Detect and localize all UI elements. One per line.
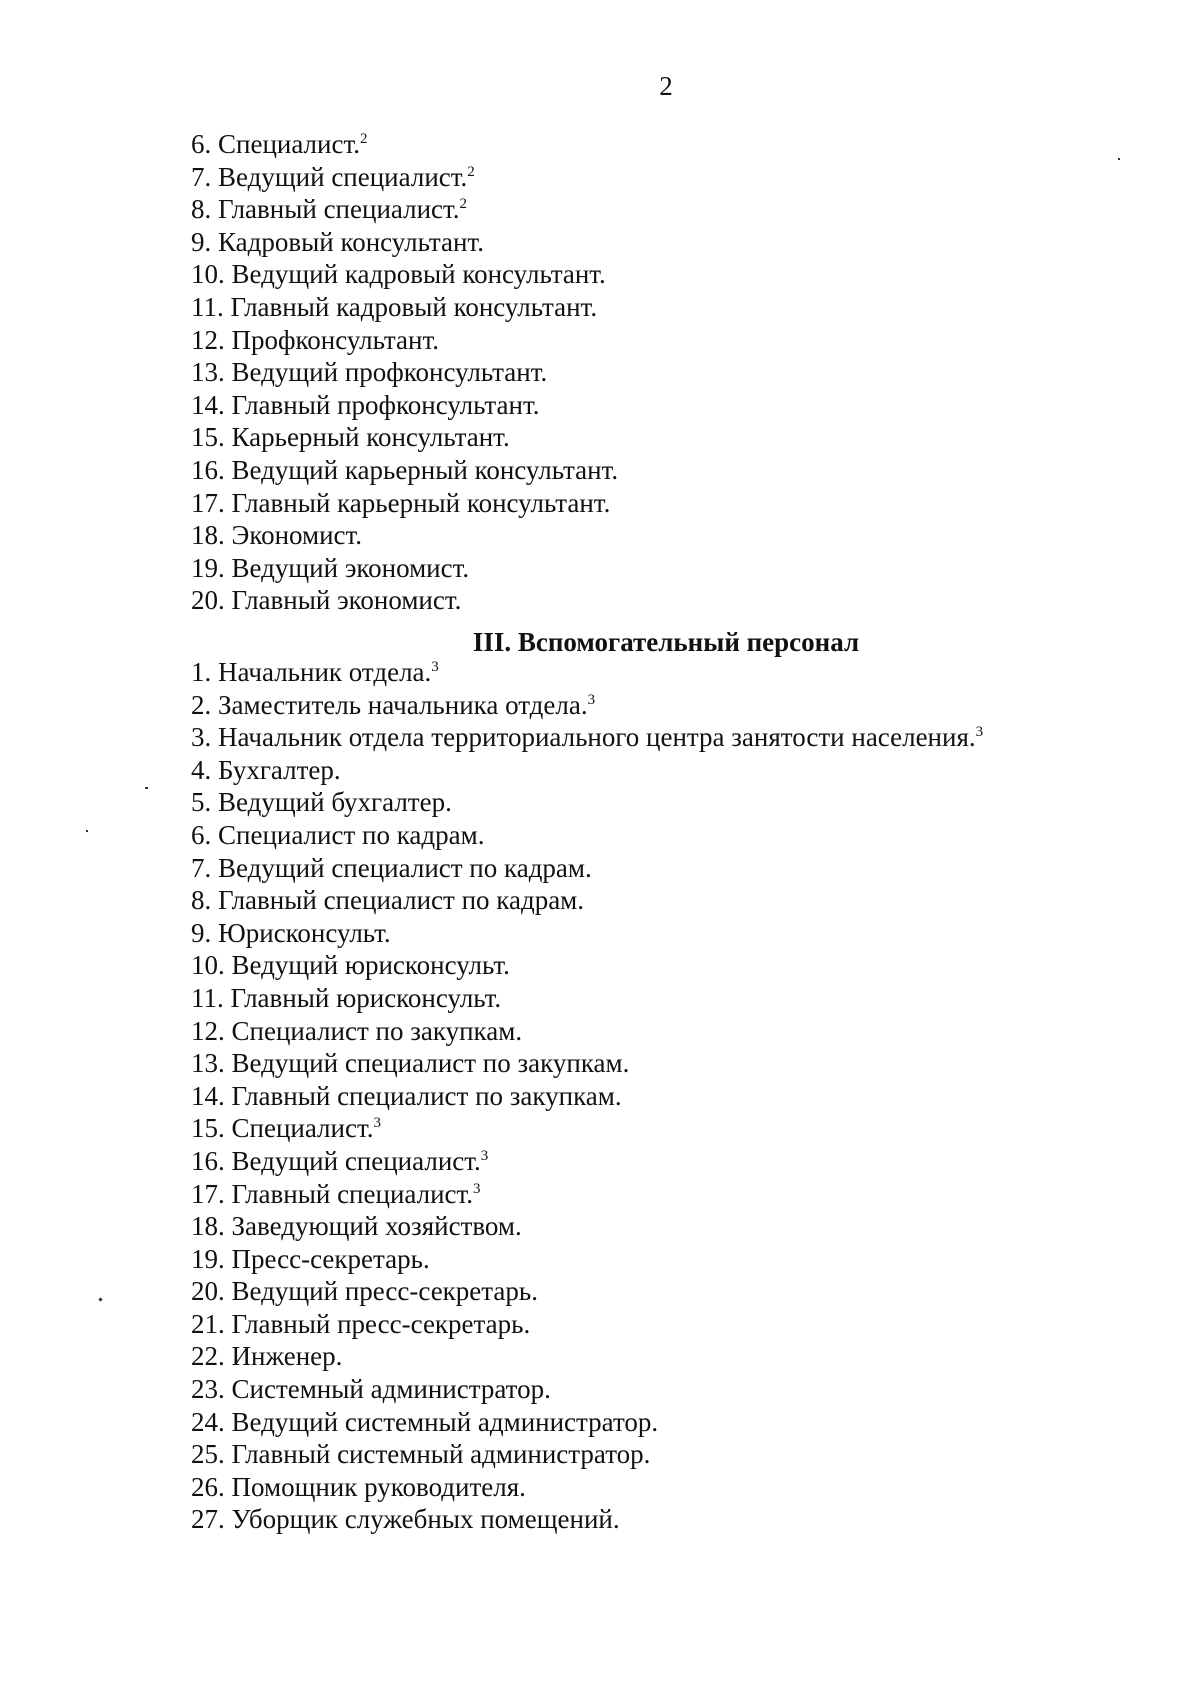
list-item — [191, 1080, 983, 1113]
list-item — [191, 487, 618, 520]
item-number: 17. — [191, 1178, 225, 1209]
item-text: Юрисконсульт. — [218, 917, 391, 948]
item-number: 8. — [191, 194, 212, 225]
list-item — [191, 1340, 983, 1373]
item-text: Бухгалтер. — [218, 754, 341, 785]
list-item — [191, 552, 618, 585]
item-text: Главный кадровый консультант. — [230, 291, 598, 322]
item-text: Профконсультант. — [231, 324, 439, 355]
list-item — [191, 852, 983, 885]
item-text: Главный пресс-секретарь. — [231, 1308, 531, 1339]
list-item — [191, 884, 983, 917]
item-number: 25. — [191, 1439, 225, 1470]
list-item — [191, 1373, 983, 1406]
item-number: 15. — [191, 1113, 225, 1144]
item-number: 16. — [191, 1145, 225, 1176]
item-number: 19. — [191, 552, 225, 583]
item-number: 21. — [191, 1308, 225, 1339]
scan-speck — [98, 1297, 102, 1301]
footnote-marker: 2 — [360, 131, 368, 147]
item-text: Карьерный консультант. — [231, 422, 510, 453]
item-number: 9. — [191, 226, 212, 257]
item-text: Пресс-секретарь. — [231, 1243, 430, 1274]
list-item — [191, 1178, 983, 1211]
item-text: Ведущий карьерный консультант. — [231, 454, 619, 485]
item-number: 22. — [191, 1341, 225, 1372]
footnote-marker: 3 — [373, 1115, 381, 1132]
list-item — [191, 721, 983, 754]
item-number: 15. — [191, 422, 225, 453]
footnote-marker: 2 — [467, 163, 475, 180]
item-number: 18. — [191, 520, 225, 551]
item-number: 20. — [191, 1276, 225, 1307]
list-item — [191, 1145, 983, 1178]
list-item — [191, 584, 618, 617]
item-text: Начальник отдела. — [218, 657, 432, 687]
item-number: 14. — [191, 1080, 225, 1111]
item-number: 4. — [191, 754, 212, 785]
footnote-marker: 3 — [473, 1180, 481, 1197]
item-number: 8. — [191, 885, 212, 916]
item-number: 12. — [191, 324, 225, 355]
item-text: Специалист по закупкам. — [231, 1015, 523, 1046]
list-item — [191, 1406, 983, 1439]
list-item — [191, 258, 618, 291]
item-text: Помощник руководителя. — [231, 1471, 526, 1502]
list-item — [191, 1438, 983, 1471]
item-number: 10. — [191, 259, 225, 290]
list-item — [191, 226, 618, 259]
list-item — [191, 1243, 983, 1276]
list-item — [191, 1112, 983, 1145]
list-item — [191, 689, 983, 722]
scan-speck — [1118, 158, 1120, 160]
item-text: Ведущий экономист. — [231, 552, 470, 583]
item-number: 7. — [191, 161, 212, 192]
item-text: Ведущий системный администратор. — [231, 1406, 659, 1437]
item-number: 18. — [191, 1211, 225, 1242]
item-text: Начальник отдела территориального центра занятости населения. — [218, 722, 976, 753]
list-item — [191, 128, 618, 161]
scan-speck — [86, 830, 88, 832]
item-text: Главный экономист. — [231, 585, 462, 616]
item-text: Главный профконсультант. — [231, 389, 540, 420]
item-text: Ведущий специалист. — [231, 1145, 481, 1176]
item-text: Заведующий хозяйством. — [231, 1211, 522, 1242]
item-text: Главный специалист. — [218, 194, 460, 225]
section-heading: III. Вспомогательный персонал — [472, 627, 860, 657]
list-item — [191, 1308, 983, 1341]
list-item — [191, 656, 983, 689]
item-text: Специалист. — [231, 1113, 374, 1144]
item-number: 11. — [191, 982, 224, 1013]
item-number: 6. — [191, 819, 212, 850]
item-number: 16. — [191, 454, 225, 485]
list-item — [191, 949, 983, 982]
item-text: Главный юрисконсульт. — [230, 982, 502, 1013]
item-text: Специалист по кадрам. — [218, 819, 485, 850]
item-number: 6. — [191, 129, 212, 159]
item-number: 17. — [191, 487, 225, 518]
list-item — [191, 356, 618, 389]
item-number: 1. — [191, 657, 212, 687]
item-number: 19. — [191, 1243, 225, 1274]
footnote-marker: 3 — [431, 659, 439, 675]
footnote-marker: 3 — [587, 691, 596, 708]
list-item — [191, 1015, 983, 1048]
item-text: Главный системный администратор. — [231, 1439, 651, 1470]
list-item — [191, 1210, 983, 1243]
page-number: 2 — [659, 71, 673, 101]
item-number: 13. — [191, 357, 225, 388]
item-text: Инженер. — [231, 1341, 343, 1372]
list-item — [191, 1471, 983, 1504]
item-number: 23. — [191, 1374, 225, 1405]
position-list-section-3 — [191, 656, 983, 1536]
item-text: Главный специалист. — [231, 1178, 474, 1209]
list-item — [191, 519, 618, 552]
list-item — [191, 1047, 983, 1080]
item-number: 3. — [191, 722, 212, 753]
footnote-marker: 3 — [480, 1147, 489, 1164]
list-item — [191, 1503, 983, 1536]
item-text: Специалист. — [218, 129, 360, 159]
item-number: 2. — [191, 689, 212, 720]
item-text: Экономист. — [231, 520, 363, 551]
item-number: 9. — [191, 917, 212, 948]
position-list-section-2 — [191, 128, 618, 617]
footnote-marker: 2 — [459, 196, 468, 213]
list-item — [191, 193, 618, 226]
list-item — [191, 917, 983, 950]
list-item — [191, 324, 618, 357]
item-number: 7. — [191, 852, 212, 883]
item-number: 12. — [191, 1015, 225, 1046]
item-text: Главный карьерный консультант. — [231, 487, 611, 518]
item-text: Ведущий профконсультант. — [231, 357, 548, 388]
item-number: 27. — [191, 1504, 225, 1535]
list-item — [191, 1275, 983, 1308]
item-text: Уборщик служебных помещений. — [231, 1504, 620, 1535]
item-number: 10. — [191, 950, 225, 981]
item-text: Заместитель начальника отдела. — [218, 689, 588, 720]
item-number: 11. — [191, 291, 224, 322]
item-text: Ведущий специалист по кадрам. — [218, 852, 592, 883]
item-text: Ведущий бухгалтер. — [218, 787, 452, 818]
item-text: Ведущий специалист. — [218, 161, 468, 192]
item-number: 20. — [191, 585, 225, 616]
item-number: 14. — [191, 389, 225, 420]
list-item — [191, 291, 618, 324]
item-number: 13. — [191, 1048, 225, 1079]
list-item — [191, 754, 983, 787]
item-text: Кадровый консультант. — [218, 226, 484, 257]
item-text: Ведущий юрисконсульт. — [231, 950, 510, 981]
item-text: Ведущий специалист по закупкам. — [231, 1048, 630, 1079]
item-number: 24. — [191, 1406, 225, 1437]
item-text: Главный специалист по кадрам. — [218, 885, 585, 916]
list-item — [191, 161, 618, 194]
list-item — [191, 786, 983, 819]
list-item — [191, 389, 618, 422]
list-item — [191, 421, 618, 454]
item-text: Главный специалист по закупкам. — [231, 1080, 622, 1111]
scan-speck — [145, 787, 148, 789]
item-number: 5. — [191, 787, 212, 818]
list-item — [191, 454, 618, 487]
item-number: 26. — [191, 1471, 225, 1502]
list-item — [191, 982, 983, 1015]
item-text: Ведущий пресс-секретарь. — [231, 1276, 538, 1307]
item-text: Системный администратор. — [231, 1374, 551, 1405]
item-text: Ведущий кадровый консультант. — [231, 259, 606, 290]
list-item — [191, 819, 983, 852]
footnote-marker: 3 — [975, 724, 984, 741]
